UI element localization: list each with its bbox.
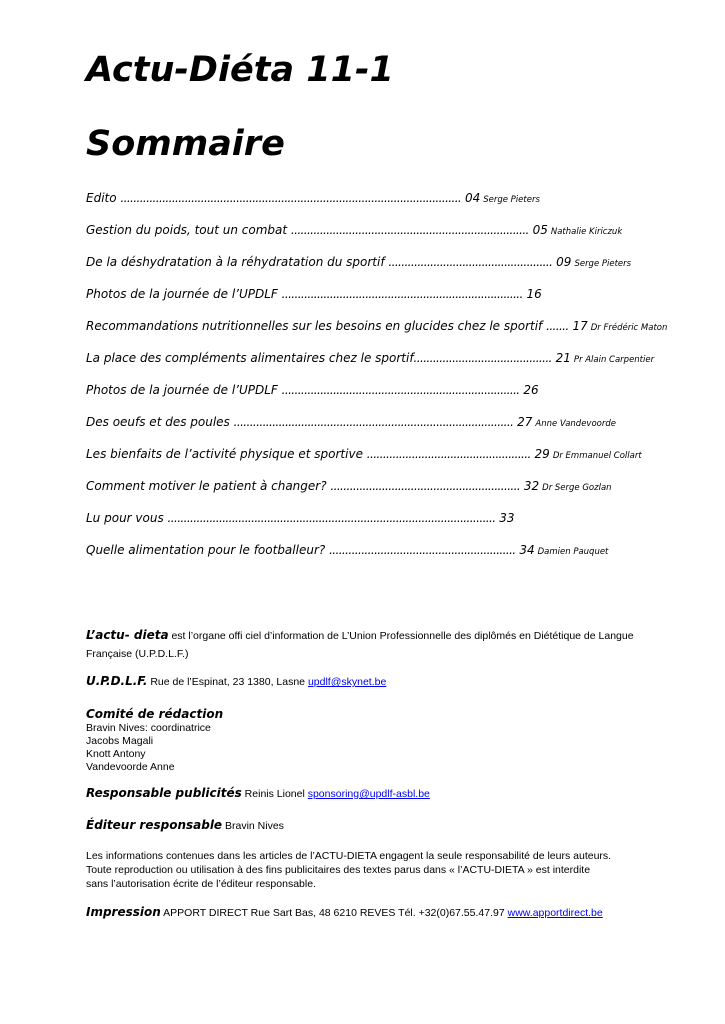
- toc-entry-title: Gestion du poids, tout un combat: [86, 223, 291, 237]
- toc-leader-dots: ...................................................: [388, 255, 553, 269]
- toc-entry-page: 33: [495, 511, 515, 525]
- toc-entry: [86, 282, 646, 314]
- impression-label: Impression: [86, 905, 161, 919]
- toc-entry: [86, 250, 646, 282]
- toc-entry-author: Serge Pieters: [483, 195, 540, 205]
- legal-line: sans l’autorisation écrite de l’éditeur responsable.: [86, 878, 316, 890]
- sponsoring-email-link[interactable]: sponsoring@updlf-asbl.be: [307, 788, 430, 800]
- toc-entry: [86, 314, 668, 346]
- toc-entry-page: 21: [551, 351, 571, 365]
- updlf-address-text: Rue de l’Espinat, 23 1380, Lasne: [147, 676, 308, 688]
- table-of-contents: [86, 186, 668, 570]
- updlf-label: U.P.D.L.F.: [86, 674, 148, 688]
- toc-entry-page: 34: [515, 543, 535, 557]
- comite-label: Comité de rédaction: [86, 707, 224, 721]
- comite-member: Jacobs Magali: [86, 735, 154, 747]
- toc-entry-author: Dr Frédéric Maton: [590, 323, 668, 333]
- toc-entry: [86, 474, 646, 506]
- editeur-name: Bravin Nives: [222, 820, 284, 832]
- toc-entry-author: Nathalie Kiriczuk: [550, 227, 623, 237]
- toc-entry-title: Photos de la journée de l’UPDLF: [86, 383, 282, 397]
- toc-entry-author: Damien Pauquet: [537, 547, 609, 557]
- printer-info: [86, 905, 646, 920]
- legal-notice: [86, 849, 646, 891]
- toc-entry: [86, 442, 646, 474]
- toc-entry-page: 26: [519, 383, 539, 397]
- toc-leader-dots: .......: [546, 319, 569, 333]
- about-label: L’actu- dieta: [86, 628, 169, 642]
- toc-entry-title: Quelle alimentation pour le footballeur?: [86, 543, 330, 557]
- legal-line: Les informations contenues dans les articles de l’ACTU-DIETA engagent la seule responsabilité de leurs auteurs.: [86, 850, 612, 862]
- toc-entry-title: Edito: [86, 191, 121, 205]
- toc-entry-title: De la déshydratation à la réhydratation du sportif: [86, 255, 389, 269]
- impression-text: APPORT DIRECT Rue Sart Bas, 48 6210 REVES Tél. +32(0)67.55.47.97: [160, 907, 508, 919]
- toc-entry: [86, 506, 646, 538]
- comite-members: [86, 722, 646, 774]
- toc-entry-title: La place des compléments alimentaires chez le sportif: [86, 351, 414, 365]
- legal-line: Toute reproduction ou utilisation à des fins publicitaires des textes parus dans « l’ACTU-DIETA » est interdite: [86, 864, 591, 876]
- toc-entry-page: 04: [461, 191, 481, 205]
- editeur-label: Éditeur responsable: [86, 818, 223, 832]
- publicite-label: Responsable publicités: [86, 786, 242, 800]
- advertising-manager: [86, 786, 646, 801]
- toc-leader-dots: ..........................................................: [329, 543, 516, 557]
- toc-leader-dots: ..........................................................................: [281, 383, 520, 397]
- toc-leader-dots: ..........................................................................: [290, 223, 529, 237]
- toc-entry-title: Photos de la journée de l’UPDLF: [86, 287, 282, 301]
- toc-leader-dots: ...........................................: [413, 351, 552, 365]
- editorial-committee: [86, 706, 646, 774]
- toc-leader-dots: ......................................................................................................: [167, 511, 496, 525]
- updlf-email-link[interactable]: updlf@skynet.be: [307, 676, 387, 688]
- toc-entry-page: 32: [520, 479, 540, 493]
- toc-entry: [86, 218, 646, 250]
- toc-leader-dots: ...........................................................: [330, 479, 521, 493]
- document-title: Actu-Diéta 11-1: [86, 50, 394, 90]
- updlf-address: [86, 674, 646, 689]
- document-subtitle: Sommaire: [86, 124, 285, 164]
- about-text: est l’organe offi ciel d’information de L’Union Professionnelle des diplômés en Diététique de Langue Française (U.P.D.L.F.): [86, 630, 634, 660]
- toc-entry-author: Serge Pieters: [574, 259, 632, 269]
- toc-entry: [86, 410, 646, 442]
- toc-leader-dots: ...................................................: [366, 447, 531, 461]
- toc-entry-title: Lu pour vous: [86, 511, 168, 525]
- toc-entry-page: 09: [552, 255, 572, 269]
- publicite-name: Reinis Lionel: [241, 788, 308, 800]
- printer-website-link[interactable]: www.apportdirect.be: [507, 907, 603, 919]
- toc-leader-dots: ...........................................................................: [281, 287, 523, 301]
- toc-entry-title: Les bienfaits de l’activité physique et sportive: [86, 447, 367, 461]
- responsible-editor: [86, 818, 646, 833]
- toc-leader-dots: .......................................................................................: [233, 415, 514, 429]
- toc-entry-page: 16: [522, 287, 542, 301]
- toc-entry-page: 29: [530, 447, 550, 461]
- comite-member: Vandevoorde Anne: [86, 761, 175, 773]
- toc-entry-author: Anne Vandevoorde: [535, 419, 616, 429]
- toc-entry-page: 27: [513, 415, 533, 429]
- toc-entry-author: Dr Emmanuel Collart: [552, 451, 642, 461]
- toc-entry-author: Dr Serge Gozlan: [542, 483, 612, 493]
- toc-entry-title: Recommandations nutritionnelles sur les besoins en glucides chez le sportif: [86, 319, 547, 333]
- toc-entry-title: Comment motiver le patient à changer?: [86, 479, 331, 493]
- toc-entry-page: 17: [568, 319, 588, 333]
- toc-entry-page: 05: [528, 223, 548, 237]
- toc-entry: [86, 186, 646, 218]
- toc-entry: [86, 378, 646, 410]
- toc-entry: [86, 346, 655, 378]
- toc-entry-title: Des oeufs et des poules: [86, 415, 234, 429]
- comite-member: Knott Antony: [86, 748, 146, 760]
- toc-entry-author: Pr Alain Carpentier: [573, 355, 655, 365]
- comite-member: Bravin Nives: coordinatrice: [86, 722, 211, 734]
- about-paragraph: [86, 626, 646, 663]
- toc-leader-dots: ..........................................................................................................: [120, 191, 462, 205]
- toc-entry: [86, 538, 646, 570]
